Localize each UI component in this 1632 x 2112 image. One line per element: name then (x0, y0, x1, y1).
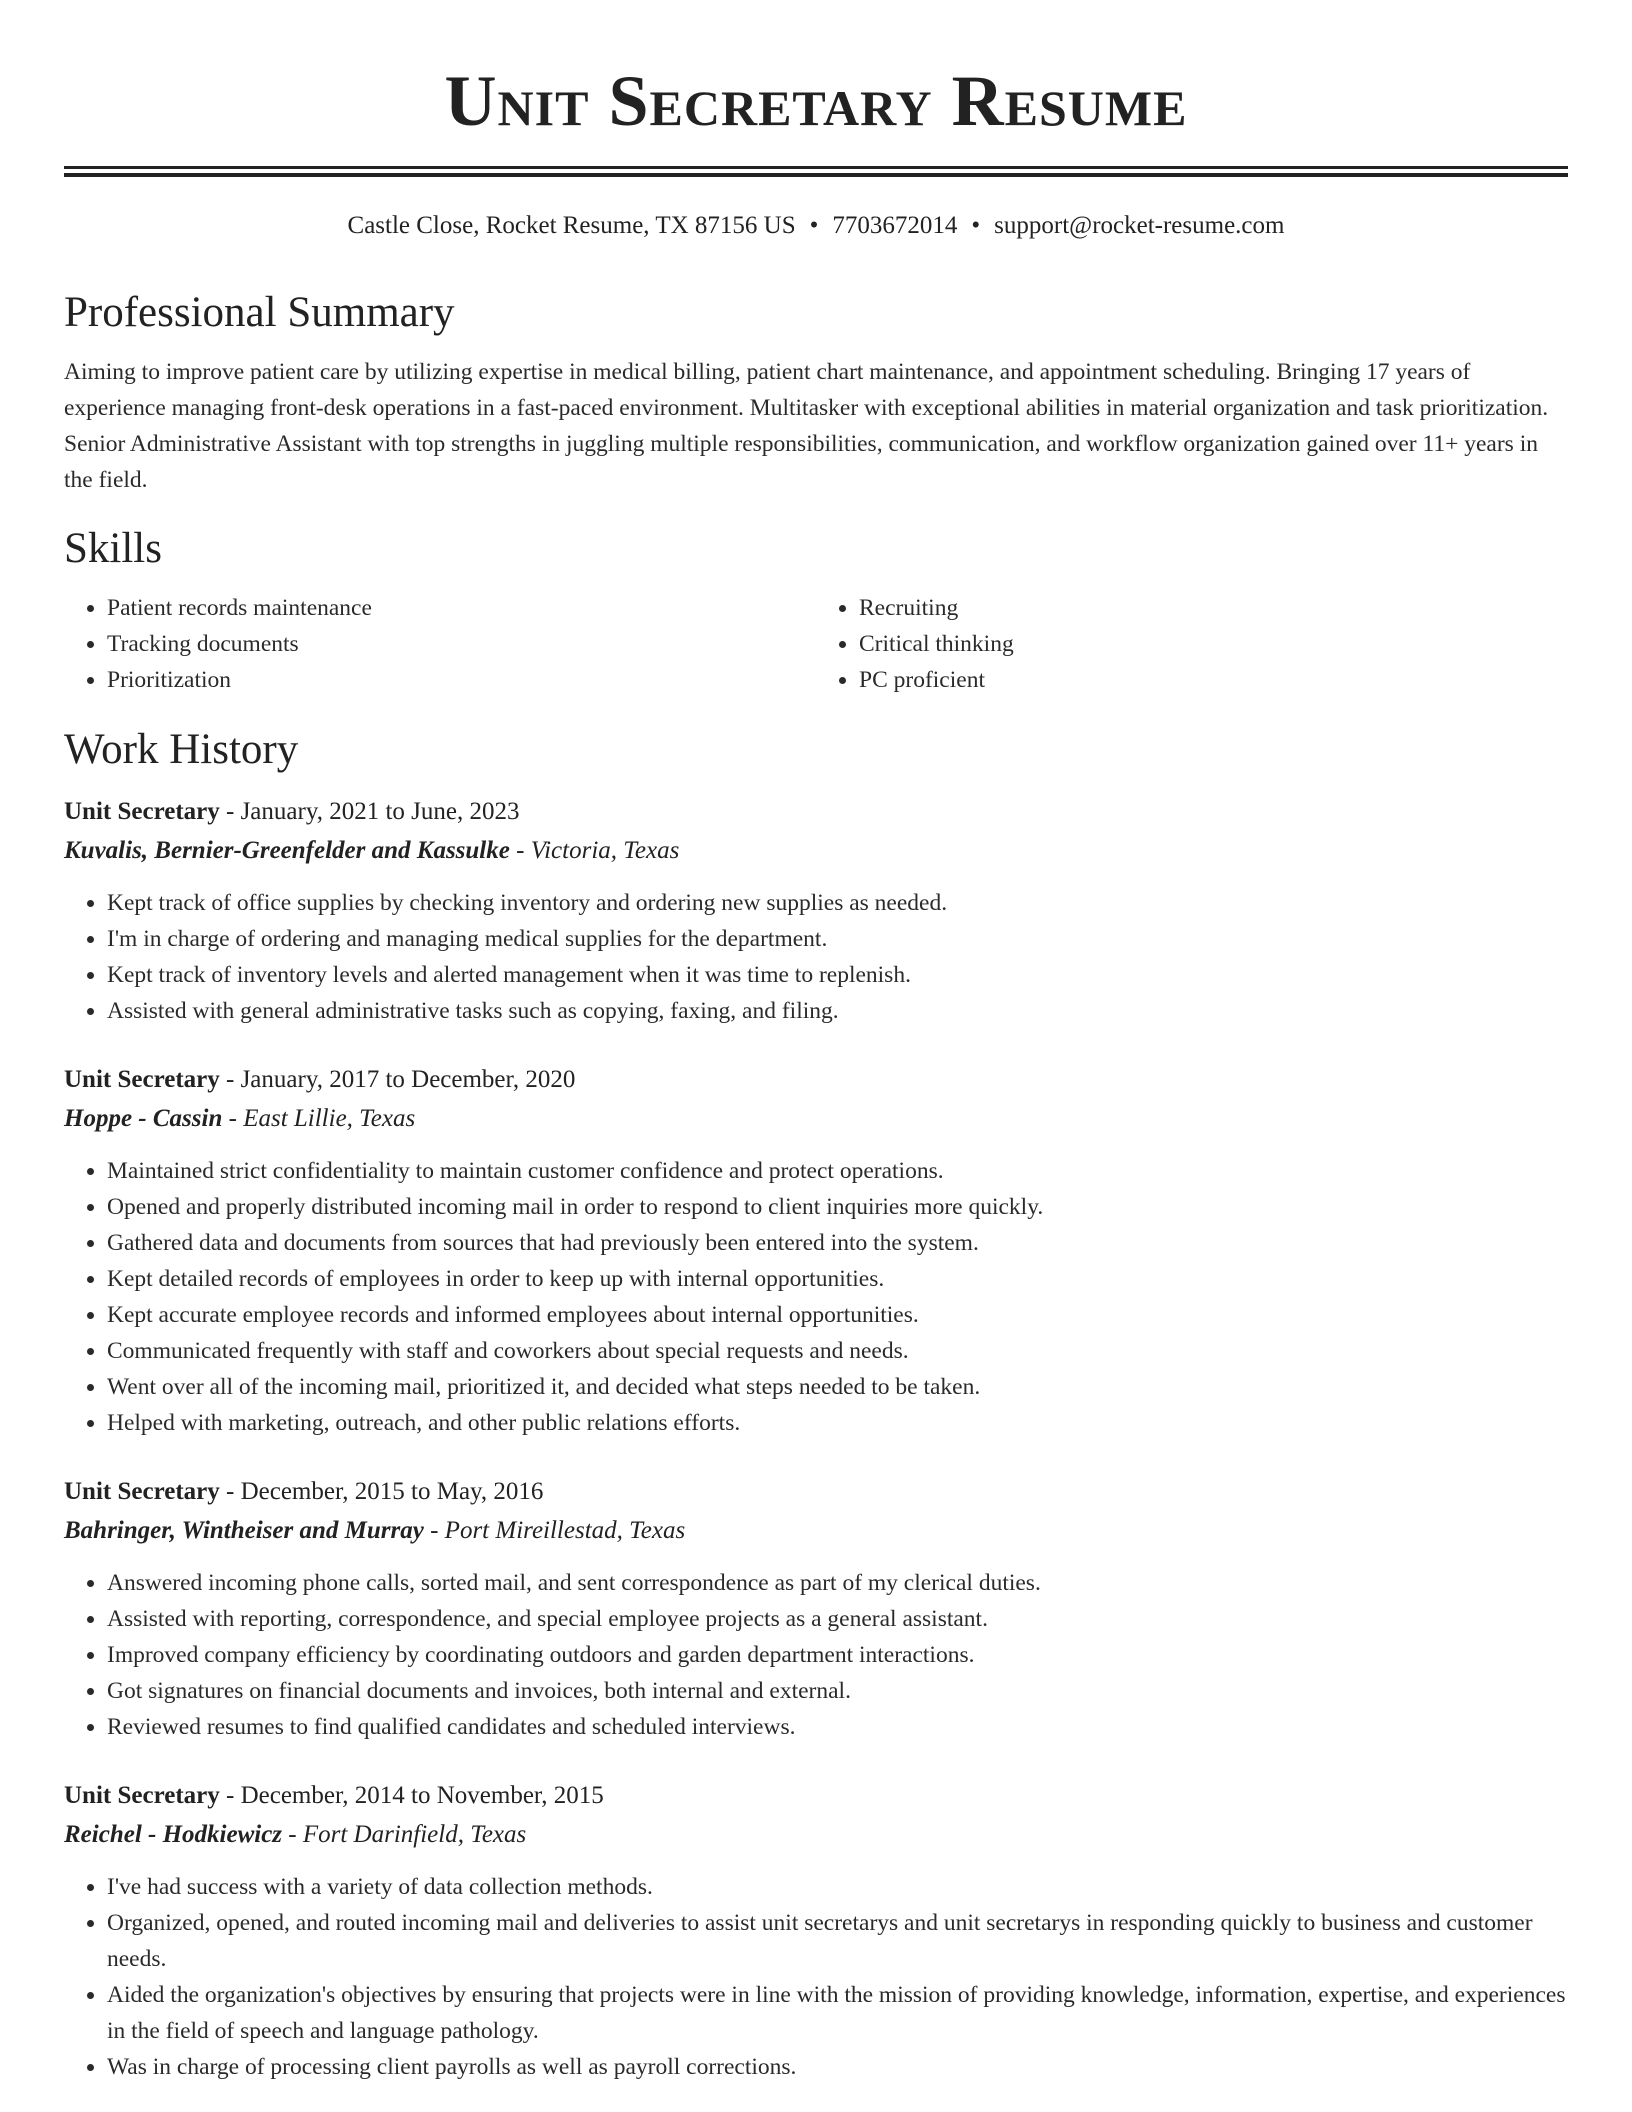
skills-heading: Skills (64, 525, 162, 572)
skills-list (64, 590, 1568, 698)
resume-page (64, 0, 1568, 2085)
job-duties (64, 1869, 1568, 2085)
skill-item: • PC proficient (859, 662, 1568, 698)
job-title-line: Unit Secretary - December, 2015 to May, 2016 (64, 1478, 544, 1505)
contact-phone: 7703672014 (832, 212, 958, 239)
contact-line (64, 209, 1568, 243)
job-role: Unit Secretary (64, 1782, 220, 1809)
contact-separator: • (971, 212, 981, 239)
job-duty: • Answered incoming phone calls, sorted mail, and sent correspondence as part of my clerical duties. (107, 1565, 1568, 1601)
title-divider (64, 166, 1568, 177)
job-duty: • Kept detailed records of employees in order to keep up with internal opportunities. (107, 1261, 1568, 1297)
job-duty: • Maintained strict confidentiality to maintain customer confidence and protect operations. (107, 1153, 1568, 1189)
skill-item: • Tracking documents (107, 626, 816, 662)
job-company-line: Hoppe - Cassin - East Lillie, Texas (64, 1105, 416, 1132)
job-duty: • Organized, opened, and routed incoming mail and deliveries to assist unit secretarys and unit secretarys in responding quickly to business and customer needs. (107, 1905, 1568, 1977)
job-duties (64, 885, 1568, 1029)
job-location: Victoria, Texas (530, 837, 680, 864)
job-dates: January, 2017 to December, 2020 (240, 1066, 576, 1093)
job-company: Hoppe - Cassin (64, 1105, 223, 1132)
job-dates: December, 2015 to May, 2016 (240, 1478, 544, 1505)
job-duty: • Reviewed resumes to find qualified candidates and scheduled interviews. (107, 1709, 1568, 1745)
job-duty: • Kept track of office supplies by checking inventory and ordering new supplies as needed. (107, 885, 1568, 921)
job-duty: • Kept accurate employee records and informed employees about internal opportunities. (107, 1297, 1568, 1333)
job-title-line: Unit Secretary - January, 2021 to June, 2023 (64, 798, 520, 825)
job-company-line: Bahringer, Wintheiser and Murray - Port Mireillestad, Texas (64, 1517, 686, 1544)
job-duty: • Assisted with reporting, correspondence, and special employee projects as a general assistant. (107, 1601, 1568, 1637)
job-company: Bahringer, Wintheiser and Murray (64, 1517, 424, 1544)
work-history-heading: Work History (64, 726, 299, 773)
job-location: Fort Darinfield, Texas (302, 1821, 527, 1848)
job-role: Unit Secretary (64, 1066, 220, 1093)
job-entry (64, 794, 1568, 1029)
skills-column-left (64, 590, 816, 698)
job-entry (64, 1062, 1568, 1441)
job-duty: • Went over all of the incoming mail, prioritized it, and decided what steps needed to be taken. (107, 1369, 1568, 1405)
job-company-line: Reichel - Hodkiewicz - Fort Darinfield, Texas (64, 1821, 527, 1848)
contact-separator: • (809, 212, 819, 239)
job-duty: • Kept track of inventory levels and alerted management when it was time to replenish. (107, 957, 1568, 993)
job-entry (64, 1474, 1568, 1745)
job-duty: • Was in charge of processing client payrolls as well as payroll corrections. (107, 2049, 1568, 2085)
job-duty: • Gathered data and documents from sources that had previously been entered into the system. (107, 1225, 1568, 1261)
job-duty: • I'm in charge of ordering and managing medical supplies for the department. (107, 921, 1568, 957)
skill-item: • Critical thinking (859, 626, 1568, 662)
job-duties (64, 1153, 1568, 1441)
job-duty: • Communicated frequently with staff and coworkers about special requests and needs. (107, 1333, 1568, 1369)
job-entry (64, 1778, 1568, 2085)
job-duty: • Opened and properly distributed incoming mail in order to respond to client inquiries more quickly. (107, 1189, 1568, 1225)
job-company: Kuvalis, Bernier-Greenfelder and Kassulke (64, 837, 510, 864)
job-duty: • Improved company efficiency by coordinating outdoors and garden department interactions. (107, 1637, 1568, 1673)
skill-item: • Prioritization (107, 662, 816, 698)
job-location: Port Mireillestad, Texas (444, 1517, 686, 1544)
job-duty: • I've had success with a variety of data collection methods. (107, 1869, 1568, 1905)
resume-title: Unit Secretary Resume (444, 61, 1188, 141)
summary-heading: Professional Summary (64, 289, 455, 336)
job-company: Reichel - Hodkiewicz (64, 1821, 283, 1848)
job-duty: • Got signatures on financial documents and invoices, both internal and external. (107, 1673, 1568, 1709)
contact-address: Castle Close, Rocket Resume, TX 87156 US (347, 212, 796, 239)
job-duty: • Aided the organization's objectives by ensuring that projects were in line with the mission of providing knowledge, information, expertise, and experiences in the field of speech and language pathology. (107, 1977, 1568, 2049)
skill-item: • Patient records maintenance (107, 590, 816, 626)
job-duty: • Assisted with general administrative tasks such as copying, faxing, and filing. (107, 993, 1568, 1029)
job-title-line: Unit Secretary - December, 2014 to November, 2015 (64, 1782, 604, 1809)
job-title-line: Unit Secretary - January, 2017 to December, 2020 (64, 1066, 576, 1093)
job-dates: December, 2014 to November, 2015 (240, 1782, 604, 1809)
job-role: Unit Secretary (64, 798, 220, 825)
job-role: Unit Secretary (64, 1478, 220, 1505)
contact-email: support@rocket-resume.com (994, 212, 1285, 239)
job-dates: January, 2021 to June, 2023 (240, 798, 520, 825)
job-duties (64, 1565, 1568, 1745)
skill-item: • Recruiting (859, 590, 1568, 626)
skills-column-right (816, 590, 1568, 698)
job-company-line: Kuvalis, Bernier-Greenfelder and Kassulke - Victoria, Texas (64, 837, 680, 864)
job-duty: • Helped with marketing, outreach, and other public relations efforts. (107, 1405, 1568, 1441)
job-location: East Lillie, Texas (243, 1105, 416, 1132)
summary-text: Aiming to improve patient care by utilizing expertise in medical billing, patient chart maintenance, and appointment scheduling. Bringing 17 years of experience managing front-desk operations in a fast-paced environment. Multitasker with exceptional abilities in material organization and task prioritization. Senior Administrative Assistant with top strengths in juggling multiple responsibilities, communication, and workflow organization gained over 11+ years in the field. (64, 359, 1549, 493)
